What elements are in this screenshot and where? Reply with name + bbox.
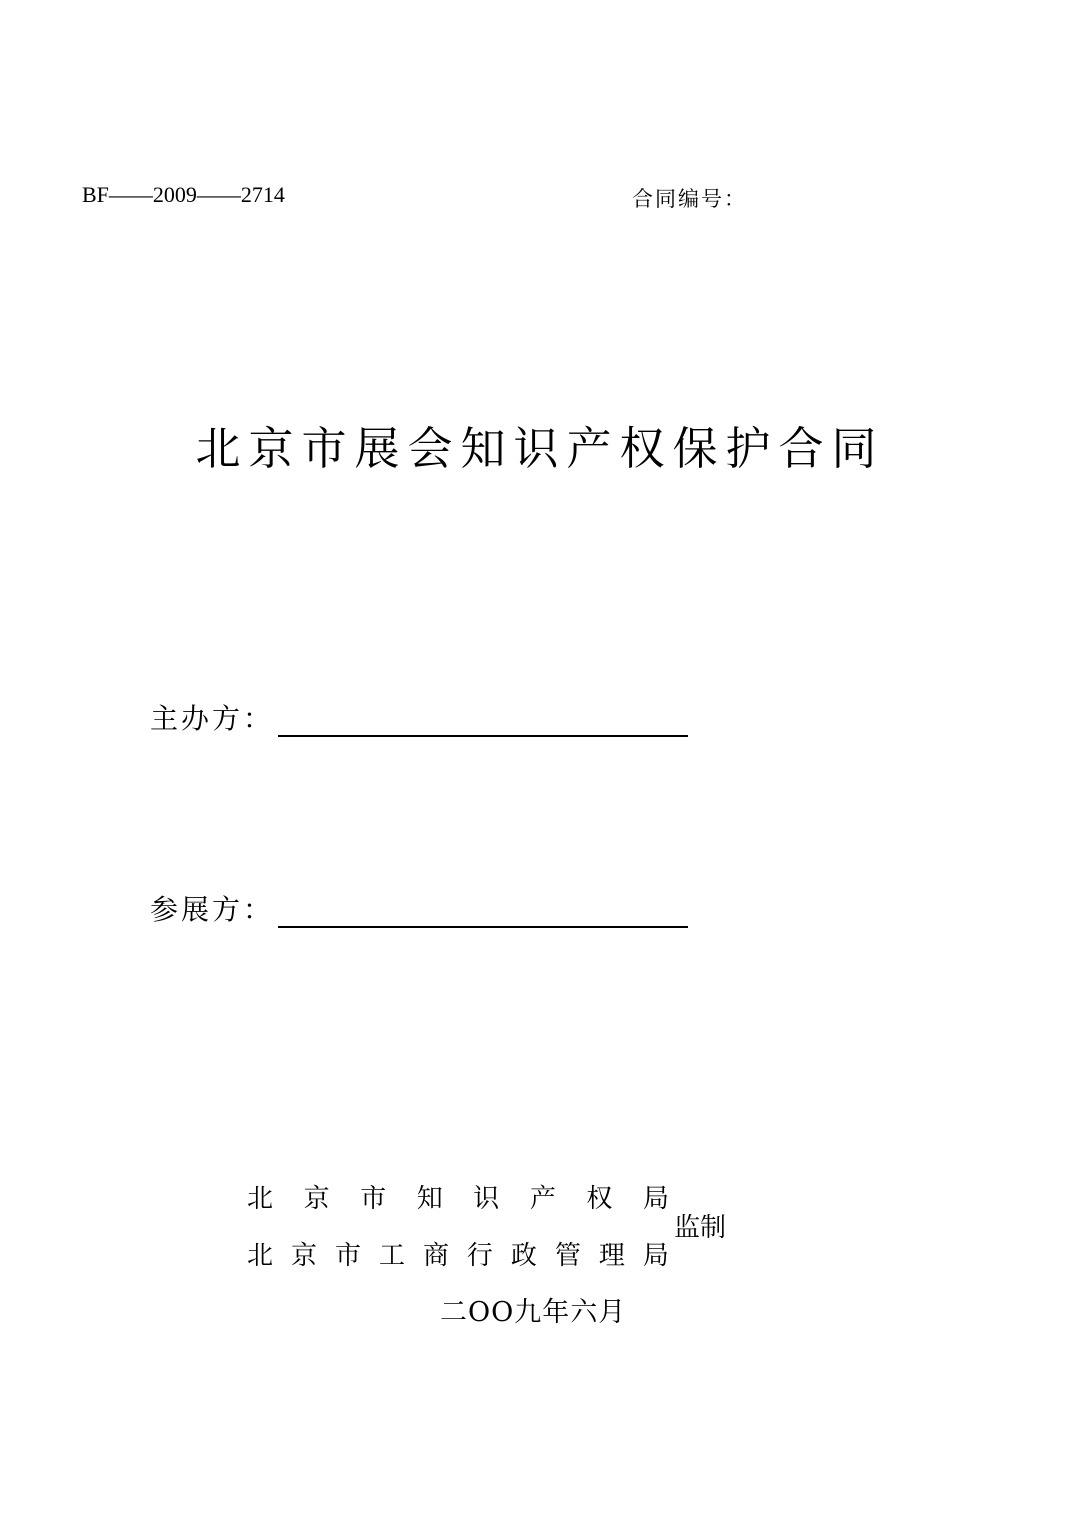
document-code: BF——2009——2714 [82,182,285,207]
organizer-blank-line [278,705,688,737]
issuer-ip-office [247,1178,669,1215]
issuer-char: 知 [416,1184,443,1214]
issuer-char: 市 [334,1241,361,1271]
issuer-char: 京 [303,1184,330,1214]
issuer-char: 市 [360,1184,387,1214]
issuer-char: 局 [642,1241,669,1271]
issuer-char: 商 [422,1241,449,1271]
issuer-char: 局 [642,1184,669,1214]
issuer-char: 权 [586,1184,613,1214]
issuer-char: 政 [510,1241,537,1271]
organizer-label: 主办方： [150,702,275,735]
issuer-char: 管 [554,1241,581,1271]
issuer-char: 京 [290,1241,317,1271]
supervise-label: 监制 [674,1213,727,1243]
organizer-row [150,697,688,737]
issue-date: 二OO九年六月 [440,1297,627,1328]
issuer-char: 理 [598,1241,625,1271]
exhibitor-row [150,888,688,928]
issuer-char: 工 [378,1241,405,1271]
contract-number-label: 合同编号： [632,187,747,211]
issuer-char: 识 [473,1184,500,1214]
issuer-aic [247,1235,669,1272]
issuer-char: 行 [466,1241,493,1271]
exhibitor-blank-line [278,896,688,928]
contract-title: 北京市展会知识产权保护合同 [195,422,885,475]
issuer-char: 北 [247,1241,274,1271]
exhibitor-label: 参展方： [150,893,275,926]
issuer-char: 北 [247,1184,274,1214]
issuer-char: 产 [529,1184,556,1214]
